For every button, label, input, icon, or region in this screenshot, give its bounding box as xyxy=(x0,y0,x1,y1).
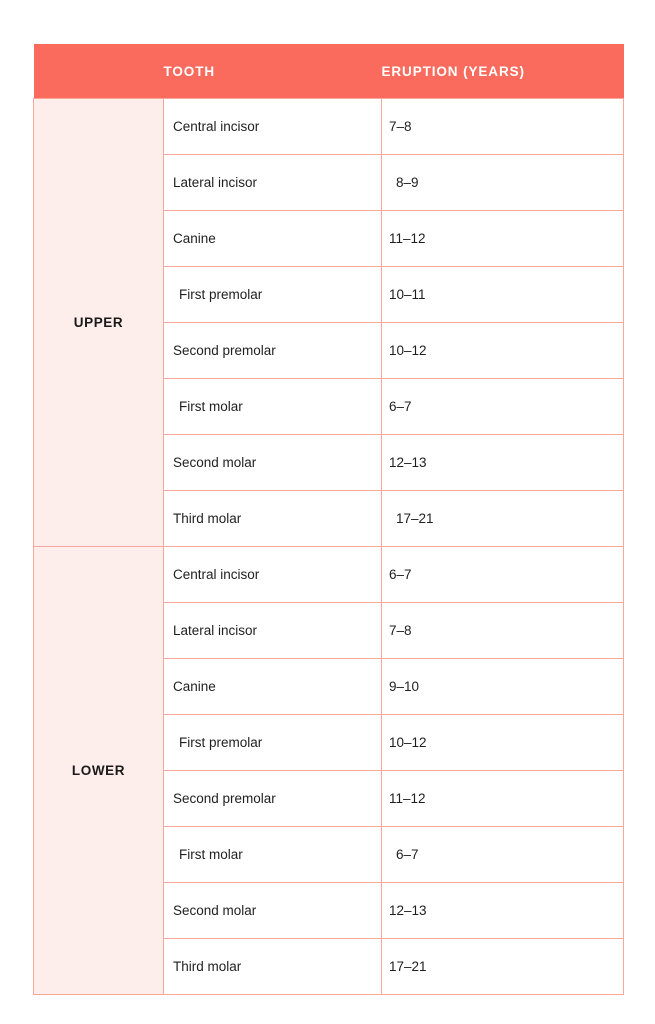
eruption-years-label: 11–12 xyxy=(389,791,426,806)
tooth-eruption-table xyxy=(33,44,624,995)
eruption-years-cell xyxy=(382,155,624,211)
eruption-years-label: 8–9 xyxy=(396,175,419,190)
tooth-name-cell xyxy=(164,827,382,883)
eruption-years-label: 6–7 xyxy=(389,567,412,582)
eruption-years-cell xyxy=(382,323,624,379)
tooth-name-cell xyxy=(164,883,382,939)
table-row xyxy=(34,99,624,155)
eruption-years-cell xyxy=(382,603,624,659)
eruption-years-cell xyxy=(382,715,624,771)
tooth-eruption-table-container xyxy=(33,44,623,995)
tooth-name-label: Canine xyxy=(173,231,216,246)
tooth-name-label: Third molar xyxy=(173,959,242,974)
tooth-name-cell xyxy=(164,715,382,771)
tooth-name-cell xyxy=(164,323,382,379)
eruption-years-cell xyxy=(382,883,624,939)
tooth-name-cell xyxy=(164,267,382,323)
column-header-tooth: TOOTH xyxy=(164,44,382,99)
tooth-name-cell xyxy=(164,211,382,267)
tooth-name-cell xyxy=(164,547,382,603)
eruption-years-label: 7–8 xyxy=(389,119,412,134)
eruption-years-cell xyxy=(382,267,624,323)
tooth-name-cell xyxy=(164,435,382,491)
eruption-years-label: 12–13 xyxy=(389,903,427,918)
tooth-name-label: First molar xyxy=(179,399,243,414)
eruption-years-cell xyxy=(382,771,624,827)
tooth-name-label: Second molar xyxy=(173,455,257,470)
table-header xyxy=(34,44,624,99)
tooth-name-label: Central incisor xyxy=(173,119,260,134)
tooth-name-label: Lateral incisor xyxy=(173,175,258,190)
eruption-years-label: 10–12 xyxy=(389,343,427,358)
eruption-years-cell xyxy=(382,939,624,995)
table-row xyxy=(34,547,624,603)
header-row xyxy=(34,44,624,99)
table-body xyxy=(34,99,624,995)
tooth-name-cell xyxy=(164,99,382,155)
tooth-name-label: Lateral incisor xyxy=(173,623,258,638)
eruption-years-cell xyxy=(382,491,624,547)
eruption-years-label: 10–11 xyxy=(389,287,426,302)
tooth-name-label: First premolar xyxy=(179,735,263,750)
eruption-years-cell xyxy=(382,659,624,715)
eruption-years-label: 9–10 xyxy=(389,679,420,694)
tooth-name-cell xyxy=(164,379,382,435)
eruption-years-cell xyxy=(382,211,624,267)
tooth-name-label: Central incisor xyxy=(173,567,260,582)
eruption-years-label: 11–12 xyxy=(389,231,426,246)
tooth-name-label: Canine xyxy=(173,679,216,694)
eruption-years-label: 17–21 xyxy=(396,511,434,526)
tooth-name-cell xyxy=(164,155,382,211)
tooth-name-label: First molar xyxy=(179,847,243,862)
eruption-years-label: 7–8 xyxy=(389,623,412,638)
eruption-years-cell xyxy=(382,435,624,491)
column-header-section xyxy=(34,44,164,99)
eruption-years-cell xyxy=(382,379,624,435)
column-header-eruption-years: ERUPTION (YEARS) xyxy=(382,44,624,99)
eruption-years-label: 10–12 xyxy=(389,735,427,750)
section-label-lower: LOWER xyxy=(34,547,164,995)
tooth-name-cell xyxy=(164,771,382,827)
tooth-name-cell xyxy=(164,939,382,995)
tooth-name-label: Second premolar xyxy=(173,791,276,806)
eruption-years-label: 12–13 xyxy=(389,455,427,470)
eruption-years-label: 17–21 xyxy=(389,959,427,974)
section-label-upper: UPPER xyxy=(34,99,164,547)
eruption-years-cell xyxy=(382,547,624,603)
eruption-years-cell xyxy=(382,827,624,883)
eruption-years-label: 6–7 xyxy=(389,399,412,414)
tooth-name-cell xyxy=(164,659,382,715)
tooth-name-label: Third molar xyxy=(173,511,242,526)
tooth-name-cell xyxy=(164,603,382,659)
tooth-name-label: Second premolar xyxy=(173,343,276,358)
tooth-name-label: First premolar xyxy=(179,287,263,302)
tooth-name-cell xyxy=(164,491,382,547)
eruption-years-label: 6–7 xyxy=(396,847,419,862)
eruption-years-cell xyxy=(382,99,624,155)
tooth-name-label: Second molar xyxy=(173,903,257,918)
